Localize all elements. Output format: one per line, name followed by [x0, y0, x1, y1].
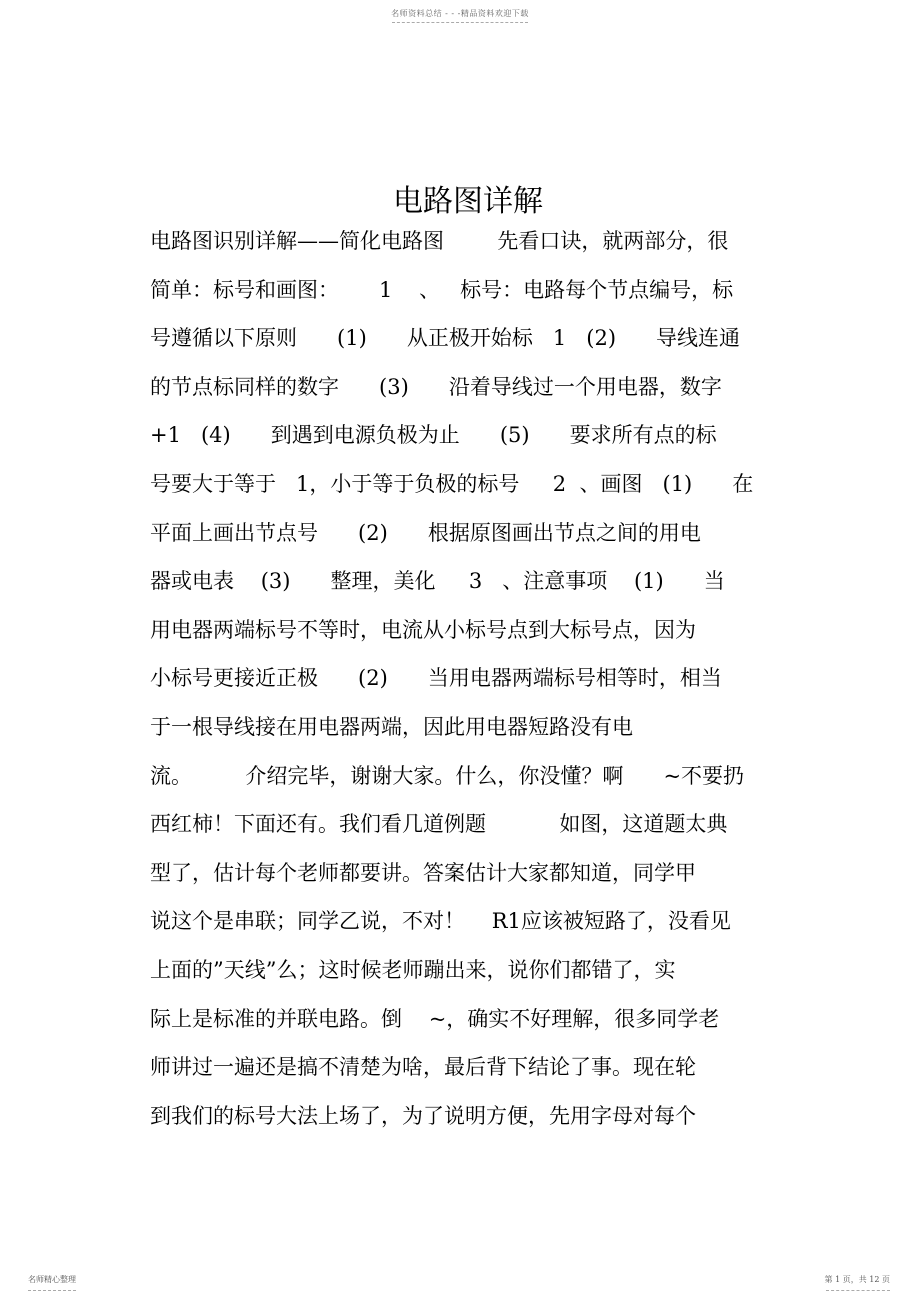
body-line: 际上是标准的并联电路。倒 ~，确实不好理解，很多同学老	[150, 1006, 720, 1031]
body-line: 上面的”天线”么；这时候老师蹦出来，说你们都错了，实	[150, 957, 676, 982]
body-line: 型了，估计每个老师都要讲。答案估计大家都知道，同学甲	[150, 860, 696, 885]
body-line: 说这个是串联；同学乙说，不对！ R1应该被短路了，没看见	[150, 909, 731, 934]
body-line: 器或电表 (3) 整理，美化 3 、注意事项 (1) 当	[150, 569, 725, 594]
body-line: +1 (4) 到遇到电源负极为止 (5) 要求所有点的标	[150, 423, 717, 448]
page-number: 第 1 页，共 12 页	[824, 1275, 890, 1284]
page-header: 名师资料总结 - - -精品资料欢迎下载	[391, 9, 529, 18]
body-line: 小标号更接近正极 (2) 当用电器两端标号相等时，相当	[150, 666, 722, 691]
document-title: 电路图详解	[393, 184, 543, 219]
body-line: 电路图识别详解——简化电路图 先看口诀，就两部分，很	[150, 229, 729, 253]
footer-left-divider	[28, 1290, 76, 1291]
body-line: 简单：标号和画图： 1 、 标号：电路每个节点编号，标	[150, 277, 734, 302]
body-line: 平面上画出节点号 (2) 根据原图画出节点之间的用电	[150, 520, 701, 545]
body-line: 号要大于等于 1，小于等于负极的标号 2 、画图 (1) 在	[150, 471, 754, 496]
footer-right-divider	[826, 1290, 890, 1291]
body-line: 到我们的标号大法上场了，为了说明方便，先用字母对每个	[150, 1103, 696, 1128]
body-line: 的节点标同样的数字 (3) 沿着导线过一个用电器，数字	[150, 374, 722, 399]
header-divider	[392, 22, 528, 23]
body-line: 号遵循以下原则 (1) 从正极开始标 1 (2) 导线连通	[150, 326, 741, 351]
document-body	[150, 222, 810, 1145]
body-line: 西红柿！下面还有。我们看几道例题 如图，这道题太典	[150, 812, 728, 837]
footer-left-label: 名师精心整理	[28, 1275, 76, 1284]
body-line: 师讲过一遍还是搞不清楚为啥，最后背下结论了事。现在轮	[150, 1055, 696, 1080]
body-line: 流。 介绍完毕，谢谢大家。什么，你没懂？啊 ~不要扔	[150, 763, 745, 788]
body-line: 于一根导线接在用电器两端，因此用电器短路没有电	[150, 714, 633, 739]
body-line: 用电器两端标号不等时，电流从小标号点到大标号点，因为	[150, 617, 696, 642]
